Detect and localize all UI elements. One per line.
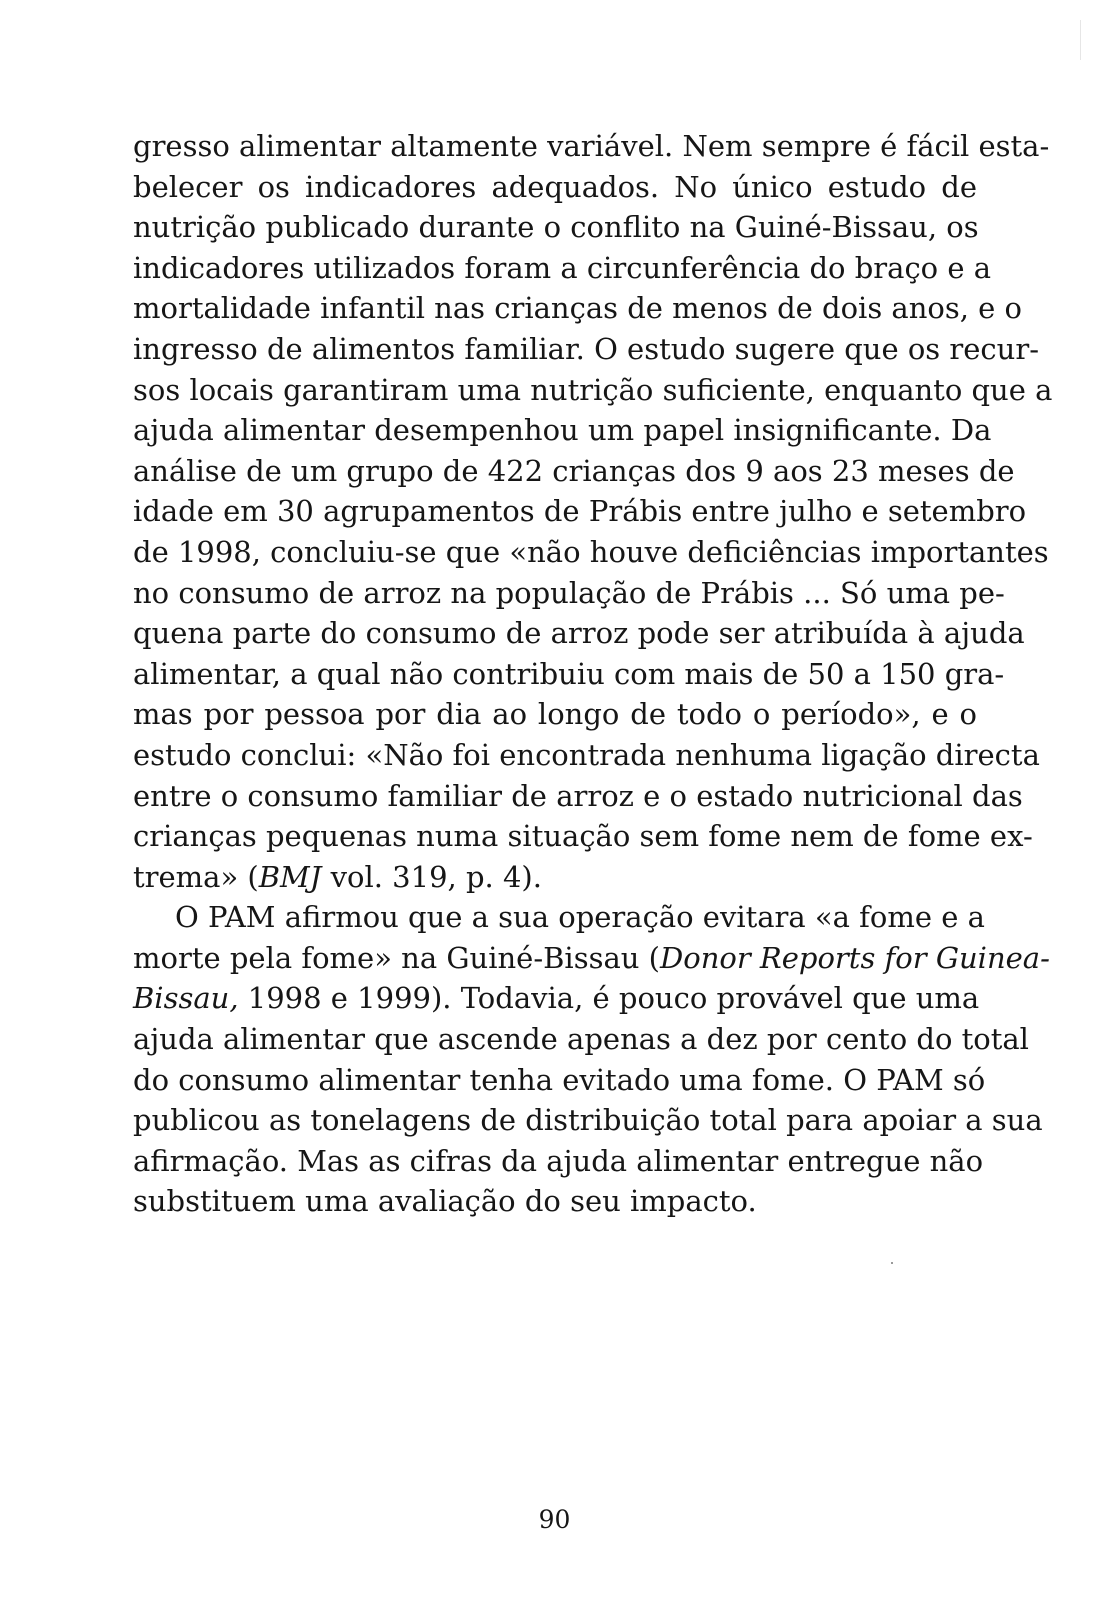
text-line: belecer os indicadores adequados. No único estudo de [133,169,977,204]
citation-italic: Bissau, [133,981,239,1016]
text-line: O PAM afirmou que a sua operação evitara «a fome e a [175,900,985,935]
text-fragment: morte pela fome» na Guiné-Bissau ( [133,940,660,975]
text-line-citation [133,857,977,898]
text-line: análise de um grupo de 422 crianças dos 9 aos 23 meses de [133,453,1015,488]
text-line: de 1998, concluiu-se que «não houve deficiências importantes [133,534,1049,569]
scan-speck [891,1262,893,1264]
body-text [133,126,1053,1222]
page-number: 90 [538,1505,571,1534]
text-line: afirmação. Mas as cifras da ajuda alimentar entregue não [133,1143,984,1178]
text-line: idade em 30 agrupamentos de Prábis entre julho e setembro [133,494,1027,529]
text-line: ajuda alimentar que ascende apenas a dez por cento do total [133,1022,1029,1057]
text-line: mas por pessoa por dia ao longo de todo o período», e o [133,697,977,732]
text-line: crianças pequenas numa situação sem fome nem de fome ex- [133,819,1033,854]
text-line: alimentar, a qual não contribuiu com mais de 50 a 150 gra- [133,656,1005,691]
text-line: mortalidade infantil nas crianças de menos de dois anos, e o [133,291,1023,326]
text-line: do consumo alimentar tenha evitado uma fome. O PAM só [133,1062,986,1097]
text-line: substituem uma avaliação do seu impacto. [133,1184,757,1219]
citation-italic: Donor Reports for Guinea- [659,940,1050,975]
text-line: entre o consumo familiar de arroz e o estado nutricional das [133,778,1023,813]
text-line: nutrição publicado durante o conflito na Guiné-Bissau, os [133,210,979,245]
text-line: ingresso de alimentos familiar. O estudo sugere que os recur- [133,331,1039,366]
text-line-citation [133,978,980,1019]
text-line: no consumo de arroz na população de Prábis ... Só uma pe- [133,575,1005,610]
scan-edge-shadow [1080,20,1081,60]
text-line: sos locais garantiram uma nutrição suficiente, enquanto que a [133,372,1053,407]
citation-italic: BMJ [258,859,322,894]
text-line: publicou as tonelagens de distribuição total para apoiar a sua [133,1103,1043,1138]
text-line: indicadores utilizados foram a circunferência do braço e a [133,250,992,285]
text-line: quena parte do consumo de arroz pode ser atribuída à ajuda [133,616,1025,651]
text-fragment: 1998 e 1999). Todavia, é pouco provável que uma [238,981,980,1016]
text-line-citation [133,938,1050,979]
paragraph-2 [133,897,1050,1222]
text-line: ajuda alimentar desempenhou um papel insignificante. Da [133,413,992,448]
paragraph-1 [133,126,1053,897]
text-fragment: vol. 319, p. 4). [321,859,542,894]
text-line: estudo conclui: «Não foi encontrada nenhuma ligação directa [133,737,1040,772]
text-fragment: trema» ( [133,859,259,894]
text-line: gresso alimentar altamente variável. Nem sempre é fácil esta- [133,129,1050,163]
